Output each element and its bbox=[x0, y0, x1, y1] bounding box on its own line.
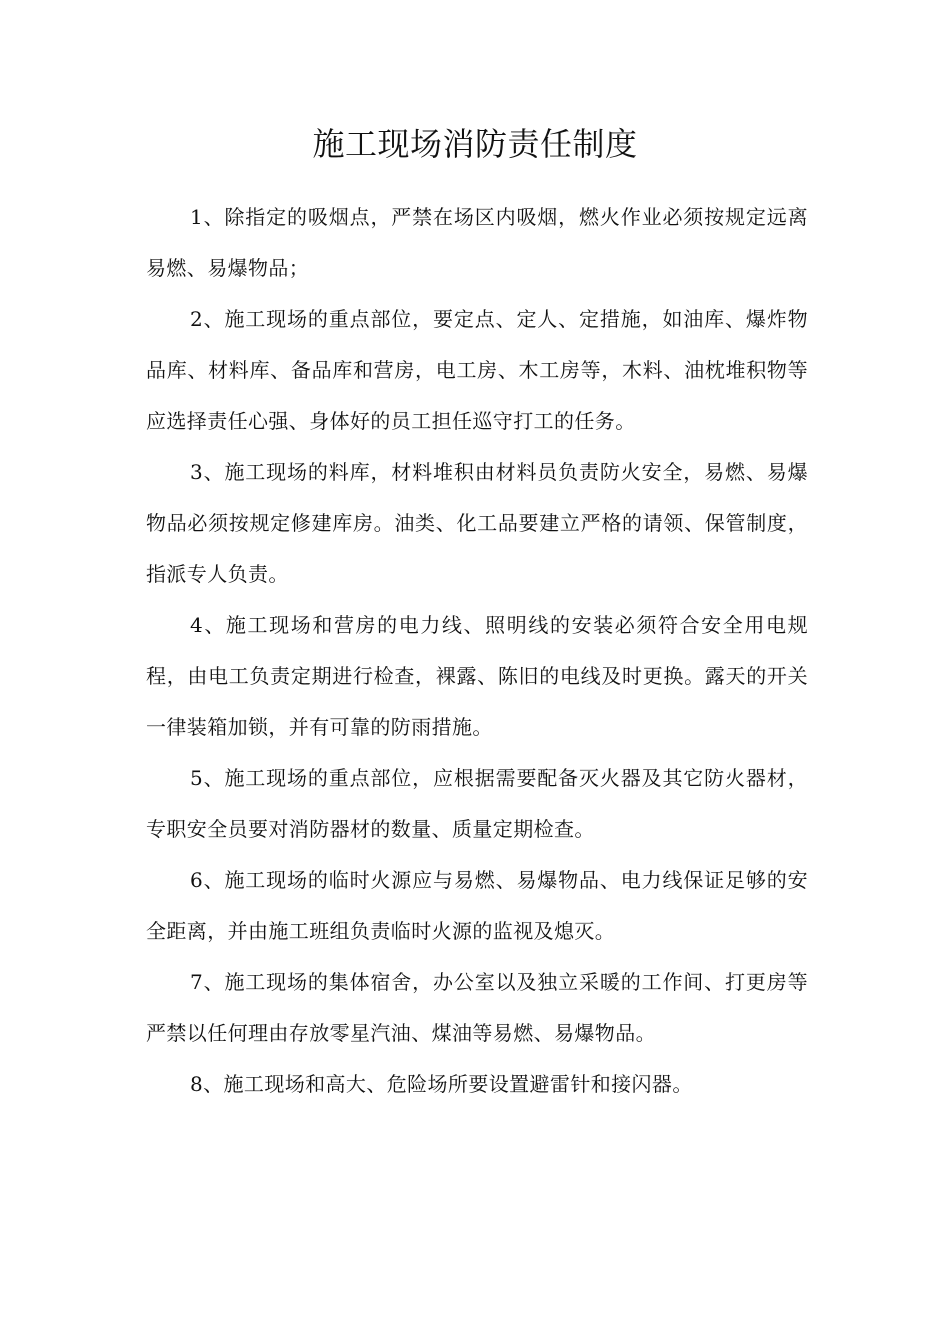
paragraph-5: 5、施工现场的重点部位，应根据需要配备灭火器及其它防火器材，专职安全员要对消防器材的数量、质量定期检查。 bbox=[146, 766, 808, 841]
paragraph-8: 8、施工现场和高大、危险场所要设置避雷针和接闪器。 bbox=[190, 1072, 693, 1096]
paragraph-3: 3、施工现场的料库，材料堆积由材料员负责防火安全，易燃、易爆物品必须按规定修建库房。油类、化工品要建立严格的请领、保管制度，指派专人负责。 bbox=[146, 460, 808, 586]
paragraph-2: 2、施工现场的重点部位，要定点、定人、定措施，如油库、爆炸物品库、材料库、备品库和营房，电工房、木工房等，木料、油枕堆积物等应选择责任心强、身体好的员工担任巡守打工的任务。 bbox=[146, 307, 808, 433]
paragraph-4: 4、施工现场和营房的电力线、照明线的安装必须符合安全用电规程，由电工负责定期进行检查，裸露、陈旧的电线及时更换。露天的开关一律装箱加锁，并有可靠的防雨措施。 bbox=[146, 613, 808, 739]
document-title: 施工现场消防责任制度 bbox=[312, 125, 638, 163]
document-body bbox=[146, 192, 808, 1110]
paragraph-1: 1、除指定的吸烟点，严禁在场区内吸烟，燃火作业必须按规定远离易燃、易爆物品； bbox=[146, 205, 808, 280]
paragraph-7: 7、施工现场的集体宿舍，办公室以及独立采暖的工作间、打更房等严禁以任何理由存放零星汽油、煤油等易燃、易爆物品。 bbox=[146, 970, 808, 1045]
paragraph-6: 6、施工现场的临时火源应与易燃、易爆物品、电力线保证足够的安全距离，并由施工班组负责临时火源的监视及熄灭。 bbox=[146, 868, 808, 943]
